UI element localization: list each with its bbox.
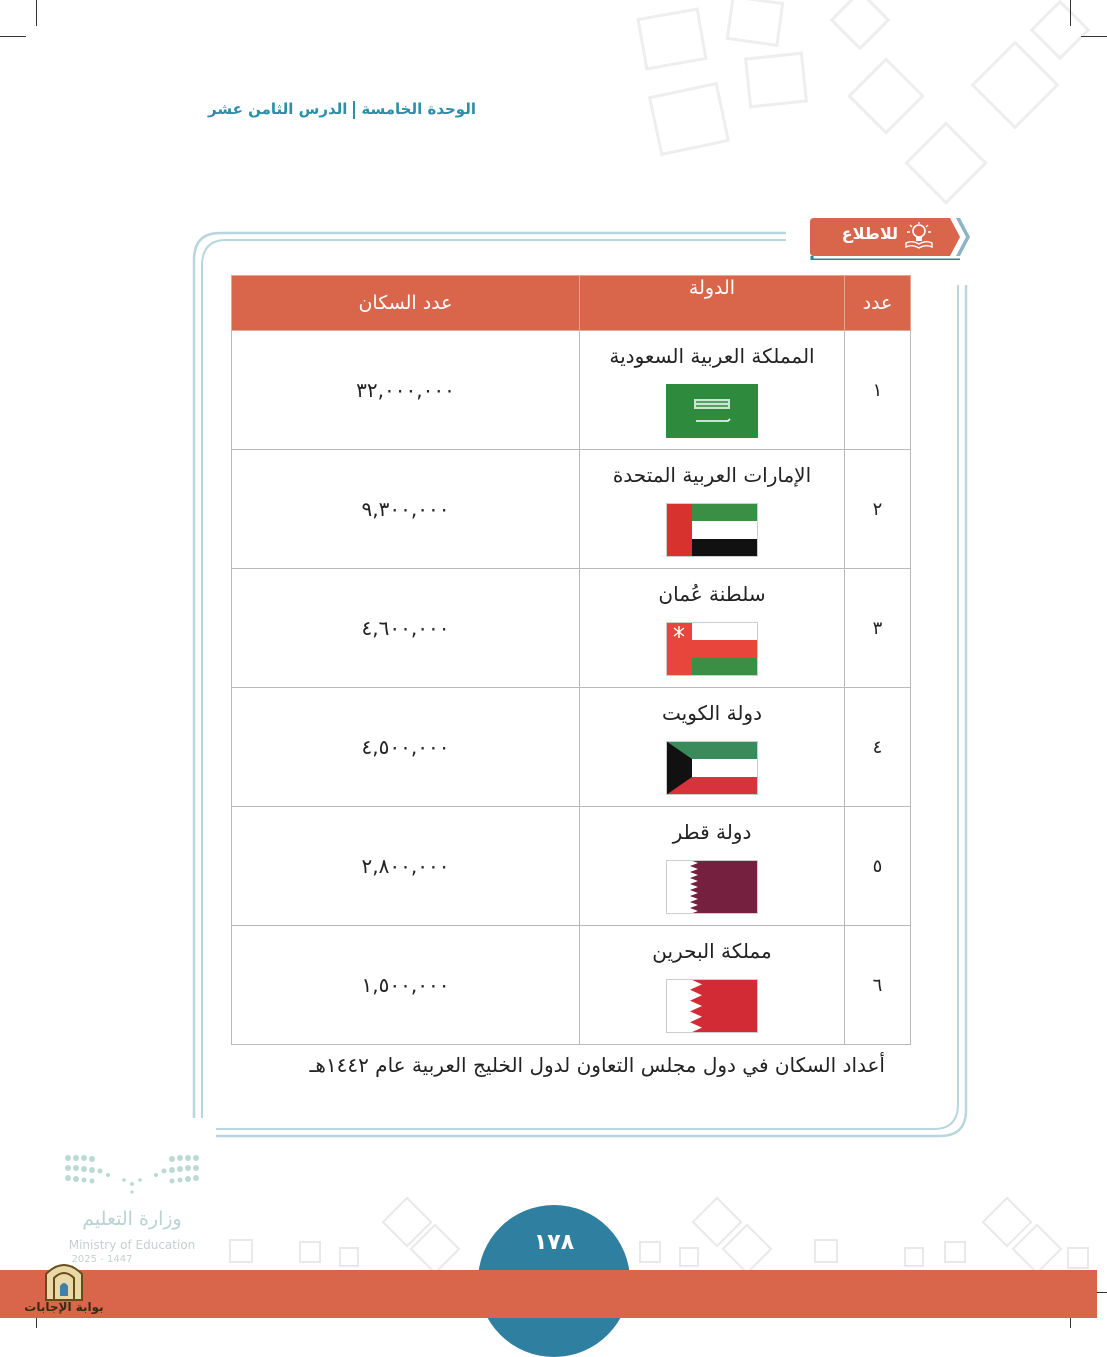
crop-mark <box>1081 36 1107 37</box>
saudi-arabia-flag-icon <box>666 384 758 438</box>
country-name: مملكة البحرين <box>652 939 772 963</box>
page-number: ١٧٨ <box>533 1230 575 1255</box>
population-value: ٣٢,٠٠٠,٠٠٠ <box>232 331 580 450</box>
table-row <box>232 331 911 450</box>
table-header-row <box>232 276 911 331</box>
table-row <box>232 688 911 807</box>
ministry-name-ar: وزارة التعليم <box>82 1208 182 1230</box>
country-name: سلطنة عُمان <box>658 582 766 606</box>
oman-flag-icon <box>666 622 758 676</box>
row-number: ٢ <box>845 450 911 569</box>
lesson-title: الدرس الثامن عشر <box>208 100 348 118</box>
crop-mark <box>1070 0 1071 26</box>
population-value: ١,٥٠٠,٠٠٠ <box>232 926 580 1045</box>
population-table <box>231 275 911 1045</box>
country-name: المملكة العربية السعودية <box>609 344 815 368</box>
table-caption: أعداد السكان في دول مجلس التعاون لدول الخليج العربية عام ١٤٤٢هـ <box>309 1053 885 1077</box>
population-value: ٩,٣٠٠,٠٠٠ <box>232 450 580 569</box>
country-name: دولة الكويت <box>662 701 762 725</box>
uae-flag-icon <box>666 503 758 557</box>
page-header <box>176 100 476 119</box>
header-number: عدد <box>845 276 911 331</box>
country-cell <box>580 569 845 688</box>
row-number: ٤ <box>845 688 911 807</box>
table-row <box>232 807 911 926</box>
crop-mark <box>0 36 26 37</box>
country-name: الإمارات العربية المتحدة <box>612 463 812 487</box>
crop-mark <box>36 0 37 26</box>
country-cell <box>580 331 845 450</box>
kuwait-flag-icon <box>666 741 758 795</box>
header-population: عدد السكان <box>232 276 580 331</box>
population-value: ٤,٦٠٠,٠٠٠ <box>232 569 580 688</box>
population-value: ٢,٨٠٠,٠٠٠ <box>232 807 580 926</box>
ministry-year: 2025 - 1447 <box>71 1254 133 1265</box>
unit-title: الوحدة الخامسة <box>361 100 476 118</box>
row-number: ٦ <box>845 926 911 1045</box>
ministry-logo-dots-icon <box>62 1150 202 1200</box>
row-number: ٥ <box>845 807 911 926</box>
qatar-flag-icon <box>666 860 758 914</box>
country-cell <box>580 807 845 926</box>
country-cell <box>580 688 845 807</box>
country-cell <box>580 450 845 569</box>
country-cell <box>580 926 845 1045</box>
header-country: الدولة <box>580 276 845 331</box>
table-row <box>232 569 911 688</box>
table-row <box>232 450 911 569</box>
footer-bar <box>0 1270 1097 1318</box>
country-name: دولة قطر <box>672 820 752 844</box>
watermark-text: بوابة الإجابات <box>24 1300 104 1314</box>
bahrain-flag-icon <box>666 979 758 1033</box>
row-number: ٣ <box>845 569 911 688</box>
table-row <box>232 926 911 1045</box>
header-divider <box>353 101 355 119</box>
info-tag-label: للاطلاع <box>841 224 898 243</box>
watermark-logo-icon <box>40 1256 88 1302</box>
population-value: ٤,٥٠٠,٠٠٠ <box>232 688 580 807</box>
ministry-name-en: Ministry of Education <box>68 1238 196 1252</box>
lightbulb-book-icon <box>902 221 936 249</box>
row-number: ١ <box>845 331 911 450</box>
